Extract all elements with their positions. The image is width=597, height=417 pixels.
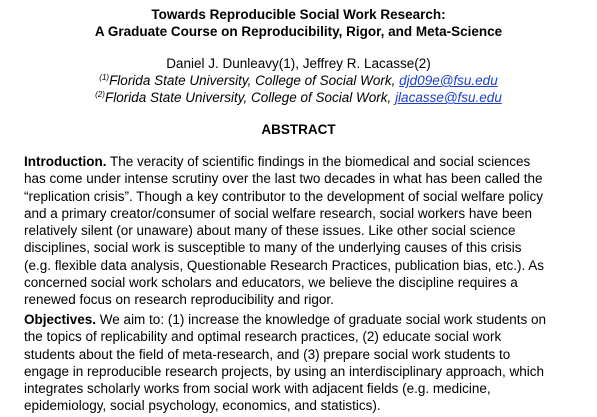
line-text: The veracity of scientific findings in the biomedical and social sciences bbox=[106, 154, 531, 169]
paragraph-line bbox=[24, 311, 591, 328]
paragraph-line: concerned social work scholars and educators, we believe the discipline requires a bbox=[24, 275, 518, 291]
paragraph-line: epidemiology, social psychology, economics, and statistics). bbox=[24, 398, 381, 414]
paragraph-line: relatively silent (or unaware) about many of these issues. Like other social science bbox=[24, 223, 516, 239]
paragraph-line: renewed focus on research reproducibility and rigor. bbox=[24, 292, 334, 308]
paragraph-line: engage in reproducible research projects, by using an interdisciplinary approach, which bbox=[24, 363, 545, 379]
paragraph-line: and a primary creator/consumer of social welfare research, social workers have been bbox=[24, 205, 532, 221]
objectives-paragraph bbox=[24, 311, 591, 415]
paragraph-line: integrates scholarly works from social work with adjacent fields (e.g. medicine, bbox=[24, 381, 491, 397]
affiliation-marker: (2) bbox=[95, 90, 105, 99]
email-link[interactable]: jlacasse@fsu.edu bbox=[395, 90, 502, 105]
affiliation-text: Florida State University, College of Social Work, bbox=[104, 90, 396, 105]
paragraph-line: students about the field of meta-research, and (3) prepare social work students to bbox=[24, 346, 511, 362]
abstract-heading: ABSTRACT bbox=[261, 122, 336, 137]
affiliation-text: Florida State University, College of Social Work, bbox=[109, 73, 400, 88]
paragraph-line: (e.g. flexible data analysis, Questionable Research Practices, publication bias, etc.). As bbox=[24, 257, 545, 273]
line-text: We aim to: (1) increase the knowledge of graduate social work students on bbox=[96, 312, 547, 327]
affiliation-marker: (1) bbox=[99, 73, 110, 82]
email-link[interactable]: djd09e@fsu.edu bbox=[399, 73, 498, 88]
paragraph-line: “replication crisis”. Though a key contributor to the development of social welfare policy bbox=[24, 188, 544, 204]
affiliation-1 bbox=[0, 72, 597, 89]
objectives-label: Objectives. bbox=[24, 312, 97, 327]
paragraph-line: the topics of replicability and optimal research practices, (2) educate social work bbox=[24, 329, 502, 345]
paper-title-line-1: Towards Reproducible Social Work Research: bbox=[151, 7, 446, 22]
paragraph-line: has come under intense scrutiny over the last two decades in what has been called the bbox=[24, 171, 543, 187]
author-list: Daniel J. Dunleavy(1), Jeffrey R. Lacasse(2) bbox=[166, 56, 431, 71]
paragraph-line bbox=[24, 153, 591, 170]
affiliation-2 bbox=[0, 89, 597, 106]
paper-title-line-2: A Graduate Course on Reproducibility, Rigor, and Meta-Science bbox=[94, 24, 503, 39]
introduction-label: Introduction. bbox=[24, 154, 107, 169]
introduction-paragraph bbox=[24, 153, 591, 309]
paragraph-line: disciplines, social work is susceptible to many of the underlying causes of this crisis bbox=[24, 240, 522, 256]
